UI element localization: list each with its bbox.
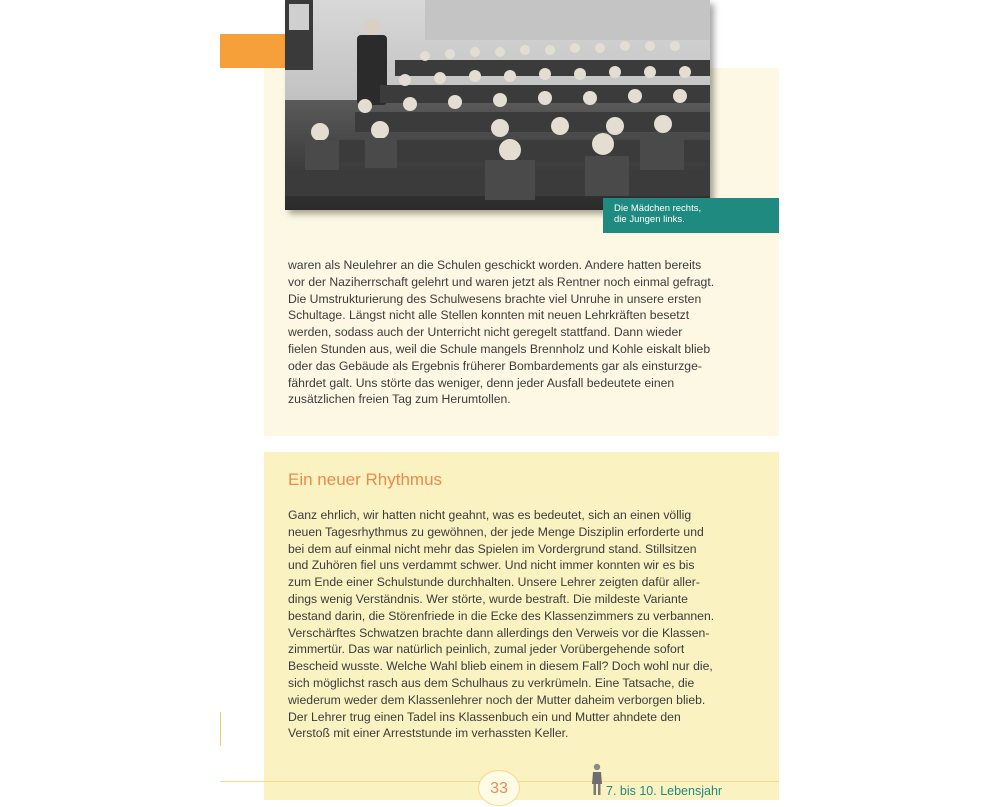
text-line: bei dem auf einmal nicht mehr das Spielen im Vordergrund stand. Stillsitzen (288, 541, 697, 556)
text-line: vor der Naziherrschaft gelehrt und waren jetzt als Rentner noch einmal gefragt. (288, 274, 715, 289)
text-line: zum Ende einer Schulstunde durchhalten. Unsere Lehrer zeigten dafür aller- (288, 575, 700, 590)
page-number: 33 (478, 770, 520, 806)
margin-rule (220, 712, 221, 746)
text-line: sich möglichst rasch aus dem Schulhaus zu verkrümeln. Eine Tatsache, die (288, 675, 695, 690)
caption-line: Die Mädchen rechts, (614, 203, 702, 214)
text-line: Der Lehrer trug einen Tadel ins Klassenbuch ein und Mutter ahndete den (288, 709, 681, 724)
text-line: fielen Stunden aus, weil die Schule mangels Brennholz und Kohle eiskalt blieb (288, 341, 711, 356)
text-line: zusätzlichen freien Tag zum Herumtollen. (288, 392, 511, 407)
text-line: oder das Gebäude als Ergebnis früherer Bombardements gar als einsturzge- (288, 358, 702, 373)
text-line: wiederum weder dem Klassenlehrer noch der Mutter daheim verborgen blieb. (288, 692, 706, 707)
text-line: Bescheid wusste. Welche Wahl blieb einem in diesem Fall? Doch wohl nur die, (288, 659, 713, 674)
section-paragraph (288, 507, 728, 742)
section-heading: Ein neuer Rhythmus (288, 470, 443, 489)
text-line: Die Umstrukturierung des Schulwesens brachte viel Unruhe in unsere ersten (288, 291, 702, 306)
text-line: Ganz ehrlich, wir hatten nicht geahnt, was es bedeutet, sich an einen völlig (288, 508, 692, 522)
caption-line: die Jungen links. (614, 214, 685, 225)
text-line: dings wenig Verständnis. Wer störte, wurde bestraft. Die mildeste Variante (288, 591, 688, 606)
text-line: Verschärftes Schwatzen brachte dann allerdings den Verweis vor die Klassen- (288, 625, 710, 640)
text-line: zimmertür. Das war natürlich peinlich, zumal jeder Vorübergehende sofort (288, 642, 685, 657)
intro-paragraph (288, 257, 728, 408)
class-photo (285, 0, 710, 210)
chapter-label: 7. bis 10. Lebensjahr (606, 784, 723, 798)
text-line: waren als Neulehrer an die Schulen geschickt worden. Andere hatten bereits (288, 258, 702, 272)
text-line: und Zuhören fiel uns verdammt schwer. Und nicht immer konnten wir es bis (288, 558, 695, 573)
text-line: bestand darin, die Störenfriede in die Ecke des Klassenzimmers zu verbannen. (288, 608, 715, 623)
text-line: werden, sodass auch der Unterricht nicht geregelt stattfand. Dann wieder (288, 325, 683, 340)
text-line: neuen Tagesrhythmus zu gewöhnen, der jede Menge Disziplin erforderte und (288, 524, 704, 539)
text-line: fährdet galt. Uns störte das weniger, denn jeder Ausfall bedeutete einen (288, 375, 675, 390)
text-line: Schultage. Längst nicht alle Stellen konnten mit neuen Lehrkräften besetzt (288, 308, 690, 323)
photo-caption (603, 198, 779, 233)
child-figure-icon (589, 762, 605, 798)
text-line: Verstoß mit einer Arreststunde im verhassten Keller. (288, 726, 569, 741)
orange-accent-tab (220, 34, 286, 68)
